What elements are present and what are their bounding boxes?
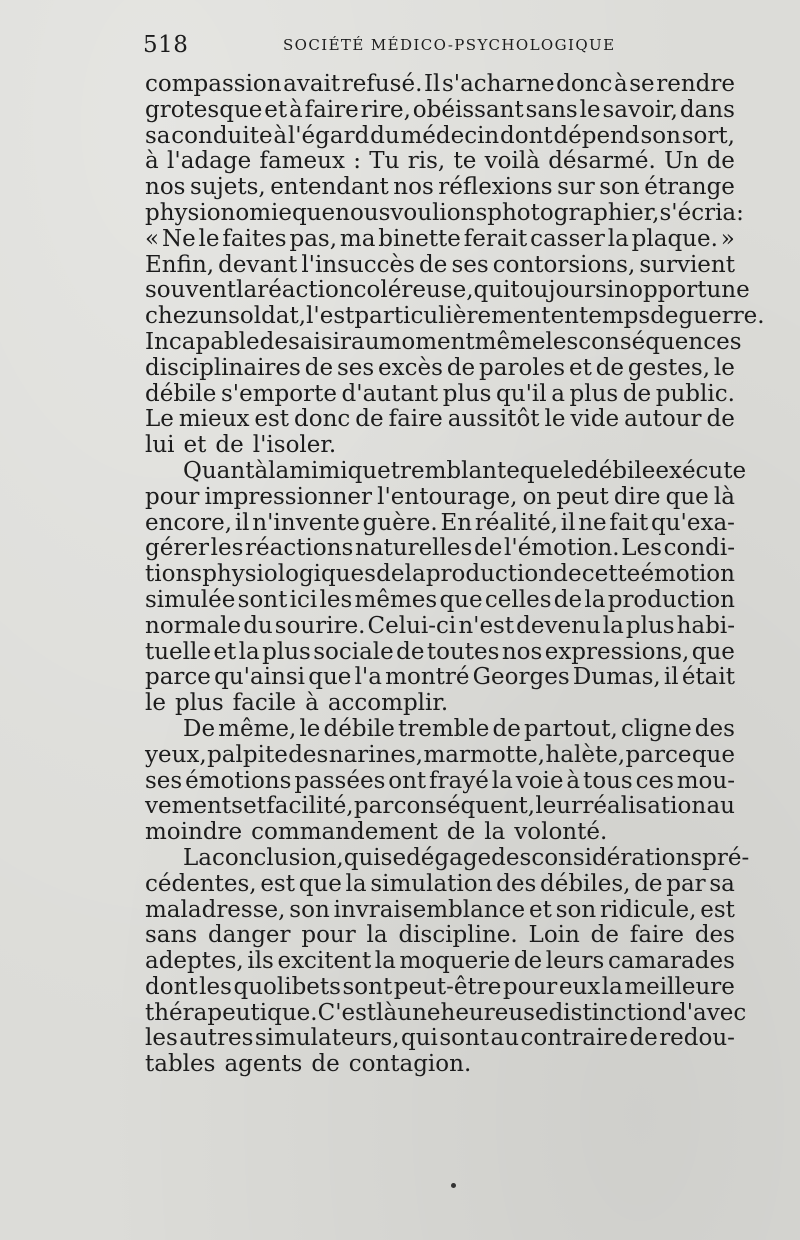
text-line: sans danger pour la discipline. Loin de faire des: [145, 922, 735, 949]
text-line: Incapable de saisir au moment même les conséquences: [145, 328, 742, 355]
paragraph: [145, 844, 750, 1078]
text-line: lui et de l'isoler.: [145, 432, 337, 459]
text-line: tables agents de contagion.: [145, 1051, 472, 1078]
text-line: Enfin, devant l'insuccès de ses contorsions, survient: [145, 251, 735, 278]
text-line: tuelle et la plus sociale de toutes nos expressions, que: [145, 638, 735, 665]
text-line: dont les quolibets sont peut-être pour eux la meilleure: [145, 973, 735, 1000]
text-line: encore, il n'invente guère. En réalité, il ne fait qu'exa-: [145, 509, 735, 536]
text-line: souvent la réaction coléreuse, qui toujours inopportune: [145, 277, 750, 304]
text-line: simulée sont ici les mêmes que celles de la production: [145, 586, 735, 613]
text-line: adeptes, ils excitent la moquerie de leurs camarades: [145, 948, 735, 975]
text-line: disciplinaires de ses excès de paroles et de gestes, le: [145, 354, 735, 381]
text-line: gérer les réactions naturelles de l'émotion. Les condi-: [145, 535, 735, 562]
text-line: sa conduite à l'égard du médecin dont dépend son sort,: [145, 122, 735, 149]
text-line: maladresse, son invraisemblance et son ridicule, est: [145, 896, 735, 923]
text-line: pour impressionner l'entourage, on peut dire que là: [145, 483, 735, 510]
text-line: compassion avait refusé. Il s'acharne donc à se rendre: [145, 71, 735, 97]
text-line: chez un soldat, l'est particulièrement en temps de guerre.: [145, 303, 765, 330]
text-line: cédentes, est que la simulation des débiles, de par sa: [145, 870, 735, 897]
text-line: De même, le débile tremble de partout, cligne des: [183, 715, 735, 742]
text-line: tions physiologiques de la production de cette émotion: [145, 561, 735, 588]
text-line: La conclusion, qui se dégage des considérations pré-: [183, 844, 750, 871]
text-line: débile s'emporte d'autant plus qu'il a plus de public.: [145, 380, 735, 407]
text-line: physionomie que nous voulions photographier, s'écria :: [145, 199, 744, 226]
text-line: « Ne le faites pas, ma binette ferait casser la plaque. »: [145, 225, 735, 252]
text-line: yeux, palpite des narines, marmotte, halète, parce que: [145, 741, 735, 768]
printed-dot-mark: [451, 1183, 456, 1188]
text-line: à l'adage fameux : Tu ris, te voilà désarmé. Un de: [145, 148, 735, 175]
body-text: [145, 71, 765, 1078]
text-line: les autres simulateurs, qui sont au contraire de redou-: [145, 1025, 735, 1052]
text-line: vements et facilité, par conséquent, leur réalisation au: [145, 793, 735, 820]
text-line: le plus facile à accomplir.: [145, 690, 449, 717]
text-line: parce qu'ainsi que l'a montré Georges Dumas, il était: [145, 664, 735, 691]
text-line: nos sujets, entendant nos réflexions sur son étrange: [145, 174, 735, 201]
page-number: 518: [143, 32, 189, 58]
running-head-title: SOCIÉTÉ MÉDICO-PSYCHOLOGIQUE: [283, 36, 616, 54]
running-head: [143, 30, 733, 62]
paragraph: [145, 457, 747, 717]
text-line: thérapeutique. C'est là une heureuse distinction d'avec: [145, 999, 747, 1026]
paragraph: [145, 717, 735, 846]
text-line: ses émotions passées ont frayé la voie à tous ces mou-: [145, 767, 735, 794]
text-line: moindre commandement de la volonté.: [145, 819, 608, 846]
text-line: normale du sourire. Celui-ci n'est devenu la plus habi-: [145, 612, 735, 639]
paragraph: [145, 71, 765, 459]
text-line: grotesque et à faire rire, obéissant sans le savoir, dans: [145, 96, 735, 123]
text-line: Le mieux est donc de faire aussitôt le vide autour de: [145, 406, 735, 433]
text-line: Quant à la mimique tremblante que le débile exécute: [183, 457, 747, 484]
